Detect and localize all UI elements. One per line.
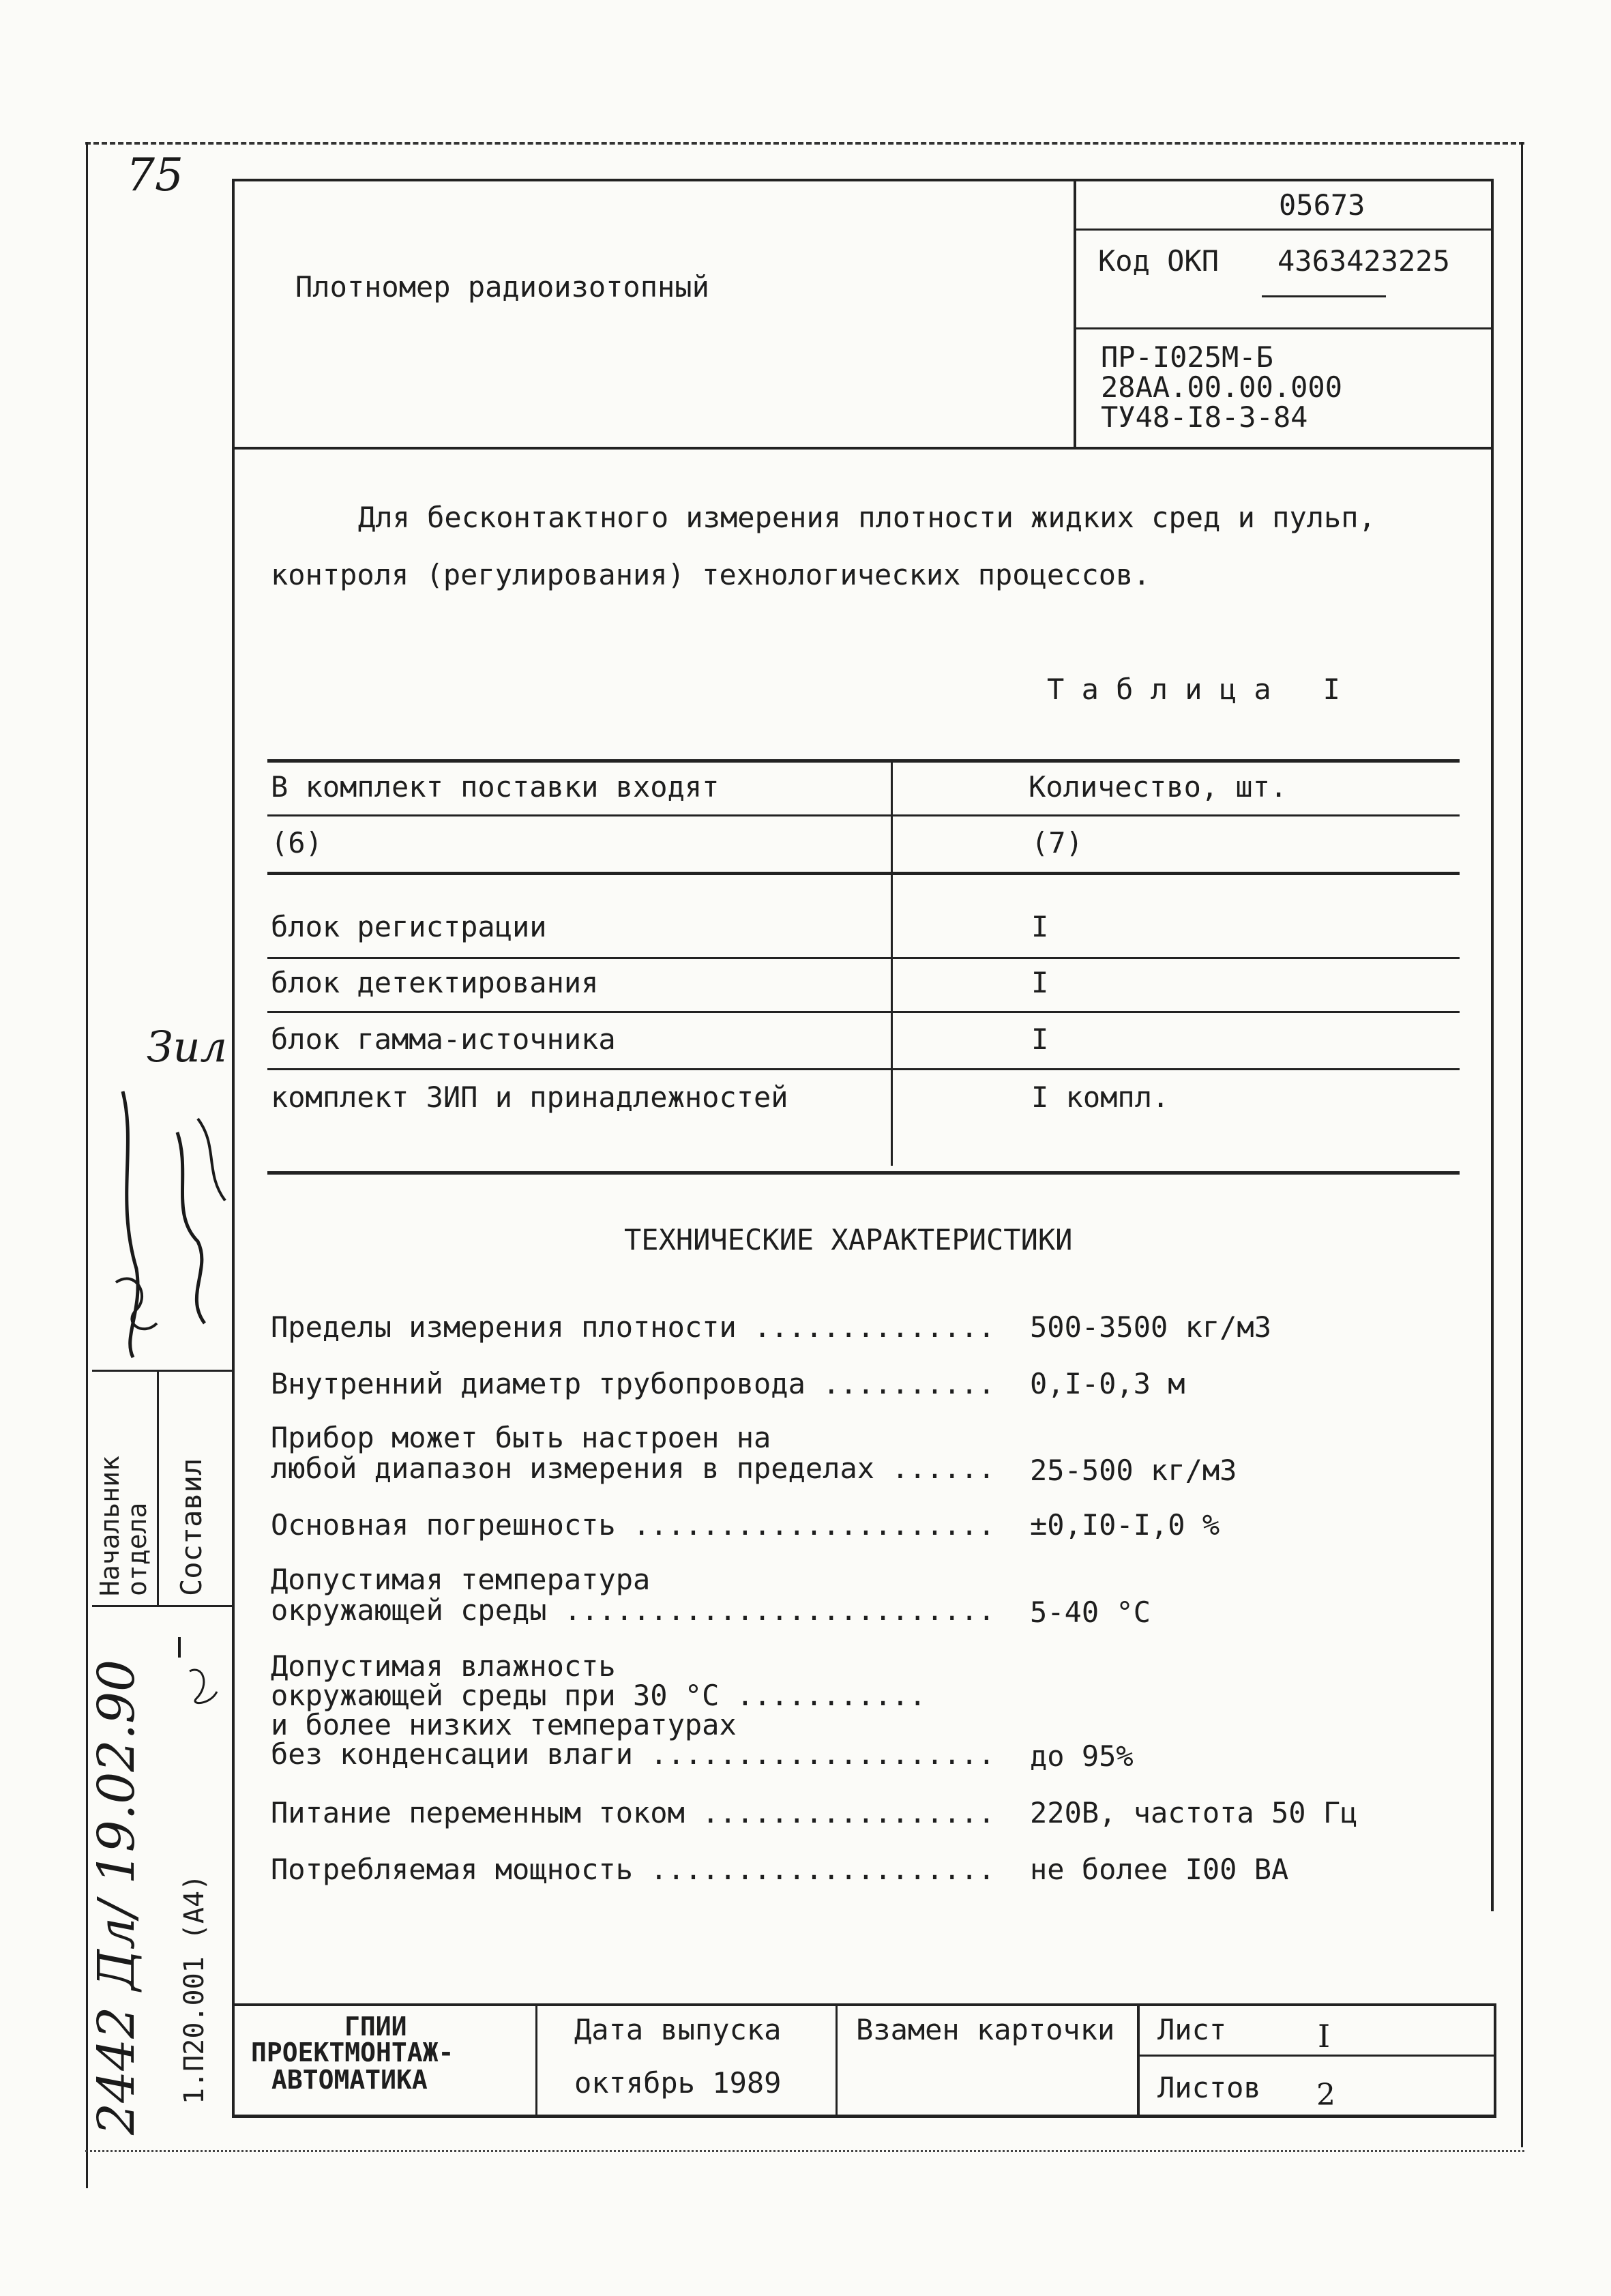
signature-scribble bbox=[95, 1064, 239, 1364]
org-name-line: АВТОМАТИКА bbox=[271, 2065, 428, 2095]
specs-heading: ТЕХНИЧЕСКИЕ ХАРАКТЕРИСТИКИ bbox=[624, 1223, 1073, 1256]
okp-value: 4363423225 bbox=[1277, 244, 1450, 278]
spec-label: без конденсации влаги .................... bbox=[271, 1737, 996, 1771]
table-column-divider bbox=[891, 759, 893, 1166]
table-row-line-1 bbox=[267, 957, 1460, 959]
footer-divider-2 bbox=[836, 2003, 838, 2117]
footer-divider-3 bbox=[1137, 2003, 1140, 2117]
header-bottom-line bbox=[232, 447, 1494, 450]
side-initials bbox=[169, 1630, 224, 1712]
spec-label: Пределы измерения плотности .............. bbox=[271, 1310, 996, 1344]
designation-3: ТУ48-I8-3-84 bbox=[1101, 400, 1308, 434]
spec-value: 500-3500 кг/м3 bbox=[1030, 1310, 1272, 1344]
table-bottom-line bbox=[267, 1171, 1460, 1175]
product-title: Плотномер радиоизотопный bbox=[295, 270, 709, 304]
table-header-line bbox=[267, 814, 1460, 816]
release-label: Дата выпуска bbox=[574, 2013, 782, 2046]
form-code: 1.П20.001 (А4) bbox=[179, 1874, 210, 2104]
spec-label: Основная погрешность ..................... bbox=[271, 1508, 996, 1542]
okp-label: Код ОКП bbox=[1098, 244, 1220, 278]
purpose-line-2: контроля (регулирования) технологических процессов. bbox=[271, 558, 1151, 591]
spec-label: окружающей среды ......................... bbox=[271, 1593, 996, 1627]
spec-label: Потребляемая мощность .................... bbox=[271, 1853, 996, 1886]
table-row-qty: I компл. bbox=[1031, 1080, 1170, 1114]
table-colnum-qty: (7) bbox=[1031, 826, 1083, 859]
header-divider-1 bbox=[1074, 229, 1494, 231]
table-row-qty: I bbox=[1031, 1022, 1049, 1056]
main-frame-right bbox=[1491, 179, 1494, 1911]
spec-value: до 95% bbox=[1030, 1739, 1134, 1773]
side-table-divider bbox=[157, 1370, 159, 1606]
spec-label: Допустимая температура bbox=[271, 1563, 651, 1596]
table-colnum-items: (6) bbox=[271, 826, 323, 859]
designation-1: ПР-I025М-Б bbox=[1101, 340, 1273, 374]
sheets-value: 2 bbox=[1316, 2078, 1335, 2113]
header-vertical-divider bbox=[1074, 179, 1076, 448]
page-number: 75 bbox=[126, 149, 183, 201]
table-header-qty: Количество, шт. bbox=[1029, 770, 1288, 804]
compiled-label: Составил bbox=[175, 1458, 208, 1596]
spec-value: 220В, частота 50 Гц bbox=[1030, 1796, 1358, 1829]
footer-sheet-divider bbox=[1137, 2055, 1495, 2057]
side-table-top bbox=[92, 1370, 233, 1372]
release-value: октябрь 1989 bbox=[574, 2066, 782, 2100]
footer-divider-1 bbox=[535, 2003, 537, 2117]
footer-bottom-line bbox=[232, 2115, 1496, 2118]
footer-top-line bbox=[232, 2003, 1496, 2006]
signature-mark: Зил bbox=[147, 1022, 228, 1072]
spec-value: ±0,I0-I,0 % bbox=[1030, 1508, 1220, 1542]
spec-label: окружающей среды при 30 °С ........... bbox=[271, 1679, 926, 1712]
code-number: 05673 bbox=[1279, 188, 1365, 222]
spec-label: Питание переменным током ................. bbox=[271, 1796, 996, 1829]
table-header-items: В комплект поставки входят bbox=[271, 770, 720, 804]
table-row-item: комплект ЗИП и принадлежностей bbox=[271, 1080, 788, 1114]
outer-frame-bottom bbox=[85, 2150, 1524, 2152]
okp-underline bbox=[1262, 295, 1386, 297]
purpose-line-1: Для бесконтактного измерения плотности жидких сред и пульп, bbox=[358, 501, 1376, 534]
table-row-line-3 bbox=[267, 1068, 1460, 1070]
table-row-item: блок детектирования bbox=[271, 966, 599, 999]
designation-2: 28АА.00.00.000 bbox=[1101, 370, 1343, 404]
org-name-line: ГПИИ bbox=[344, 2012, 407, 2042]
table-row-qty: I bbox=[1031, 966, 1049, 999]
head-of-dept-label: Начальник отдела bbox=[95, 1456, 152, 1596]
handwritten-date: 2442 Дл/ 19.02.90 bbox=[87, 1659, 146, 2135]
spec-label: Допустимая влажность bbox=[271, 1649, 616, 1683]
outer-frame-top bbox=[85, 142, 1524, 145]
spec-value: 0,I-0,3 м bbox=[1030, 1367, 1185, 1400]
org-name-line: ПРОЕКТМОНТАЖ- bbox=[251, 2037, 454, 2067]
side-table-bottom bbox=[92, 1605, 233, 1607]
sheet-value: I bbox=[1318, 2018, 1331, 2055]
table-row-qty: I bbox=[1031, 910, 1049, 943]
table-row-item: блок гамма-источника bbox=[271, 1022, 616, 1056]
footer-right-line bbox=[1494, 2003, 1496, 2118]
main-frame-top bbox=[232, 179, 1494, 181]
table-row-line-2 bbox=[267, 1011, 1460, 1013]
sheets-label: Листов bbox=[1157, 2071, 1261, 2104]
spec-value: не более I00 ВА bbox=[1030, 1853, 1289, 1886]
table-colnum-line bbox=[267, 872, 1460, 875]
spec-label: и более низких температурах bbox=[271, 1708, 737, 1741]
table-top-line bbox=[267, 759, 1460, 763]
spec-value: 5-40 °С bbox=[1030, 1595, 1151, 1629]
spec-label: любой диапазон измерения в пределах ...... bbox=[271, 1452, 996, 1485]
table-caption: Т а б л и ц а I bbox=[1047, 673, 1340, 706]
table-row-item: блок регистрации bbox=[271, 910, 547, 943]
replace-label: Взамен карточки bbox=[856, 2013, 1115, 2046]
header-divider-2 bbox=[1074, 327, 1494, 329]
sheet-label: Лист bbox=[1157, 2013, 1227, 2046]
spec-label: Внутренний диаметр трубопровода .......... bbox=[271, 1367, 996, 1400]
spec-label: Прибор может быть настроен на bbox=[271, 1421, 771, 1454]
spec-value: 25-500 кг/м3 bbox=[1030, 1454, 1237, 1487]
outer-frame-right bbox=[1521, 142, 1523, 2147]
